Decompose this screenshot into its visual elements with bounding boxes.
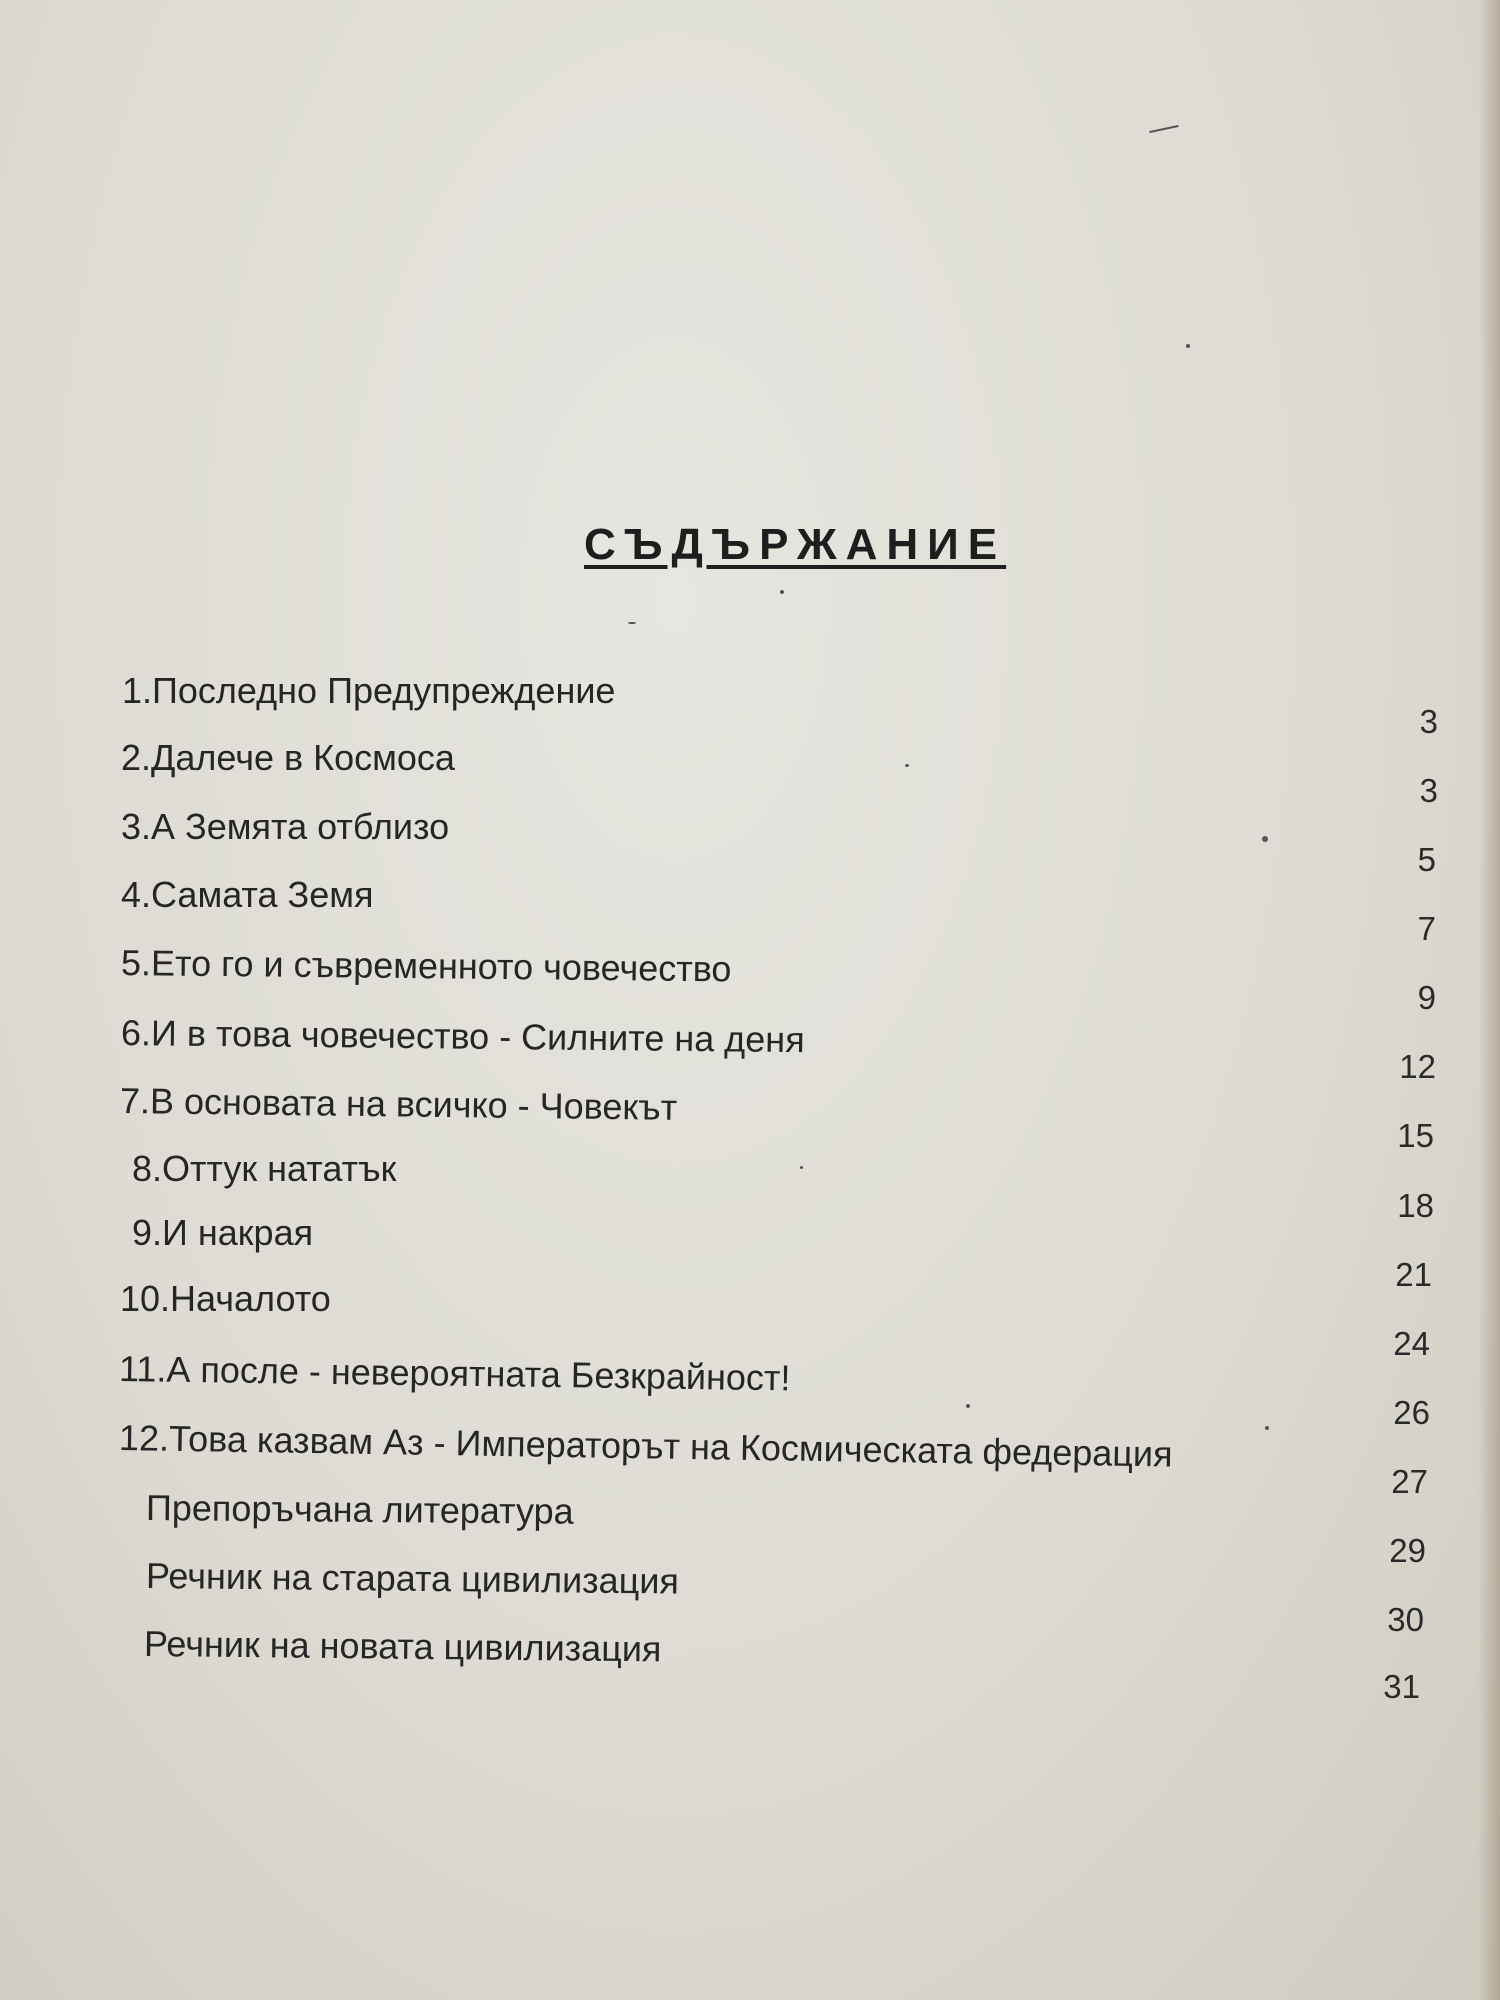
paper-speck xyxy=(1262,836,1268,842)
toc-entry-page: 15 xyxy=(1397,1117,1434,1154)
toc-entry-title: 2.Далече в Космоса xyxy=(121,737,455,778)
toc-entry-page: 27 xyxy=(1391,1463,1428,1500)
paper-speck xyxy=(800,1166,803,1169)
toc-entry-title: 1.Последно Предупреждение xyxy=(122,670,616,711)
toc-entry-page: 26 xyxy=(1393,1394,1430,1431)
toc-entry-page: 30 xyxy=(1387,1601,1424,1638)
toc-entry-title: 3.А Земята отблизо xyxy=(121,806,450,847)
toc-entry-title: 12.Това казвам Аз - Императорът на Космическата федерация xyxy=(118,1417,1173,1475)
toc-entry-page: 18 xyxy=(1397,1187,1434,1224)
toc-entry-title: 7.В основата на всичко - Човекът xyxy=(119,1080,678,1128)
toc-entry-title: 6.И в това човечество - Силните на деня xyxy=(120,1012,805,1061)
toc-entry-page: 3 xyxy=(1419,772,1438,809)
toc-entry-title: 8.Оттук нататък xyxy=(132,1148,397,1189)
toc-entry-page: 7 xyxy=(1417,910,1436,947)
toc-entry-page: 21 xyxy=(1395,1256,1432,1293)
paper-speck xyxy=(780,590,784,594)
toc-entry-title: 10.Началото xyxy=(120,1278,331,1319)
toc-entry-page: 12 xyxy=(1399,1048,1436,1085)
paper-speck xyxy=(1186,344,1190,348)
toc-entry-title: Препоръчана литература xyxy=(145,1487,574,1532)
toc-entry-page: 9 xyxy=(1417,979,1436,1016)
toc-title: СЪДЪРЖАНИЕ xyxy=(584,520,1007,569)
paper-speck xyxy=(966,1404,970,1408)
toc-entry-page: 24 xyxy=(1393,1325,1430,1362)
toc-entry-page: 3 xyxy=(1419,703,1438,740)
toc-entry-page: 29 xyxy=(1389,1532,1426,1569)
toc-entry-title: 4.Самата Земя xyxy=(121,874,374,915)
toc-entry-page: 31 xyxy=(1383,1668,1420,1705)
paper-speck xyxy=(905,764,909,767)
toc-entry-title: Речник на новата цивилизация xyxy=(143,1623,662,1670)
toc-entry-page: 5 xyxy=(1417,841,1436,878)
toc-entry-title: 11.А после - невероятната Безкрайност! xyxy=(118,1348,791,1399)
toc-entry-title: 9.И накрая xyxy=(132,1212,314,1253)
paper-speck xyxy=(628,622,636,624)
paper-speck xyxy=(1265,1426,1269,1430)
toc-entry-title: 5.Ето го и съвременното човечество xyxy=(120,942,732,990)
toc-entry-title: Речник на старата цивилизация xyxy=(145,1555,680,1602)
